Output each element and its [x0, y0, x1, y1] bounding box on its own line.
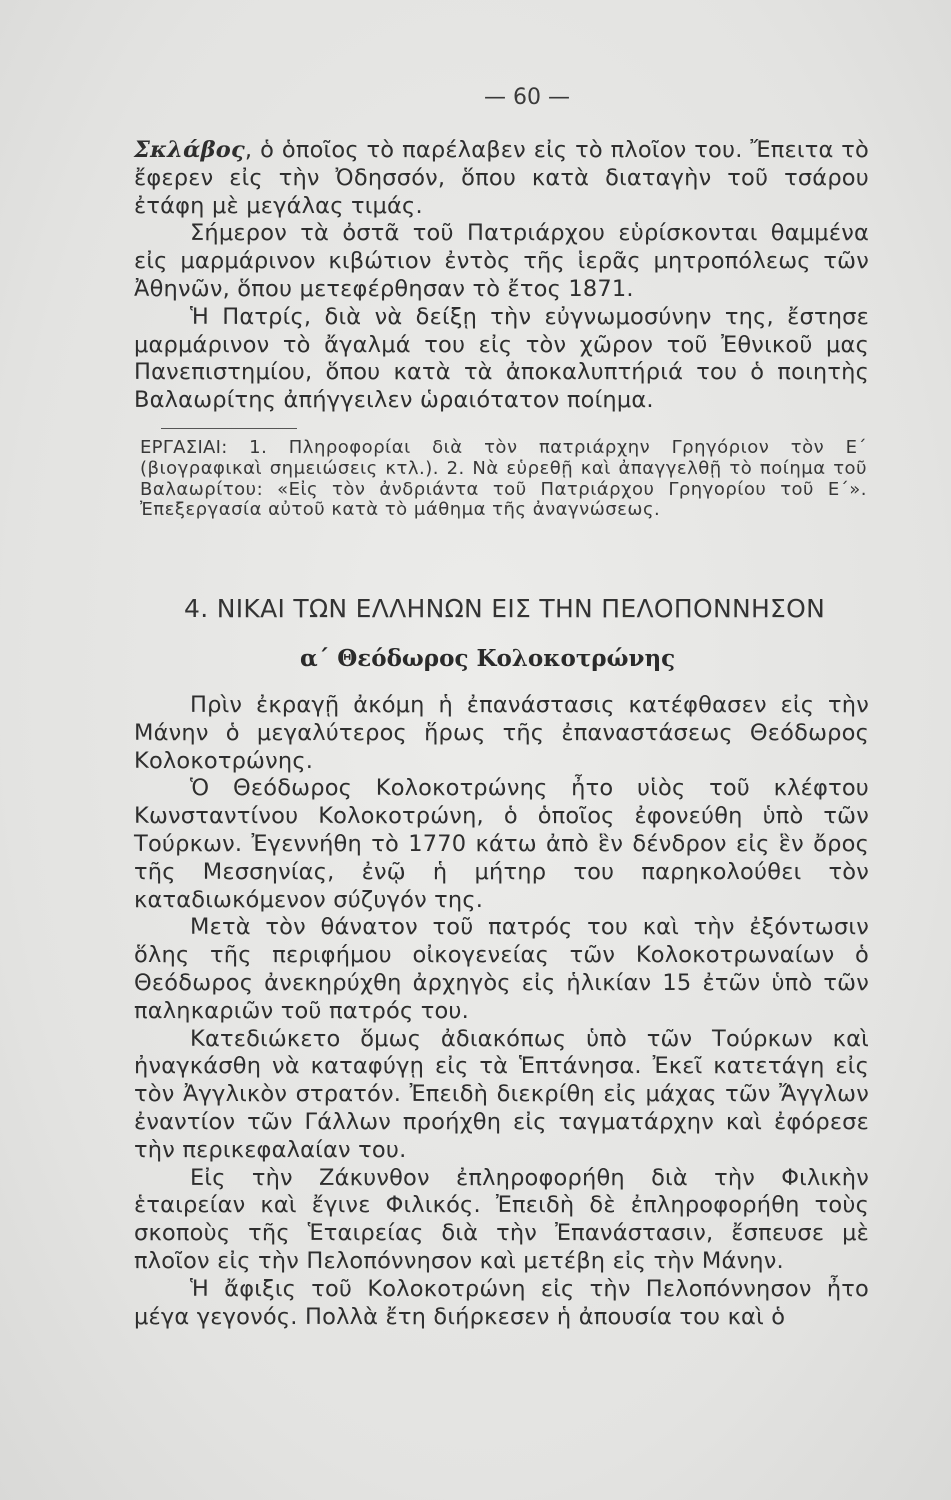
intro-lead-word: Σκλάβος: [134, 137, 245, 163]
exercises-block: [140, 438, 867, 521]
sub-heading: α΄ Θεόδωρος Κολοκοτρώνης: [300, 645, 676, 672]
exercises-text: 1. Πληροφορίαι διὰ τὸν πατριάρχην Γρηγόριον τὸν Ε΄ (βιογραφικαὶ σημειώσεις κτλ.). 2. Νὰ εὑρεθῇ καὶ ἀπαγγελθῇ τὸ ποίημα τοῦ Βαλαωρίτου: «Εἰς τὸν ἀνδριάντα τοῦ Πατριάρχου Γρηγορίου τοῦ Ε΄». Ἐπεξεργασία αὐτοῦ κατὰ τὸ μάθημα τῆς ἀναγνώσεως.: [140, 437, 867, 521]
paragraph: Πρὶν ἐκραγῇ ἀκόμη ἡ ἐπανάστασις κατέφθασεν εἰς τὴν Μάνην ὁ μεγαλύτερος ἥρως τῆς ἐπαναστάσεως Θεόδωρος Κολοκοτρώνης.: [134, 692, 869, 774]
divider-rule: [161, 428, 297, 429]
exercises-label: ΕΡΓΑΣΙΑΙ:: [140, 437, 228, 458]
paragraph: Μετὰ τὸν θάνατον τοῦ πατρός του καὶ τὴν ἐξόντωσιν ὅλης τῆς περιφήμου οἰκογενείας τῶν Κολοκοτρωναίων ὁ Θεόδωρος ἀνεκηρύχθη ἀρχηγὸς εἰς ἡλικίαν 15 ἐτῶν ὑπὸ τῶν παληκαριῶν τοῦ πατρός του.: [134, 914, 869, 1024]
paragraph: Εἰς τὴν Ζάκυνθον ἐπληροφορήθη διὰ τὴν Φιλικὴν ἑταιρείαν καὶ ἔγινε Φιλικός. Ἐπειδὴ δὲ ἐπληροφορήθη τοὺς σκοποὺς τῆς Ἑταιρείας διὰ τὴν Ἐπανάστασιν, ἔσπευσε μὲ πλοῖον εἰς τὴν Πελοπόννησον καὶ μετέβη εἰς τὴν Μάνην.: [134, 1164, 869, 1274]
intro-paragraph-1-text: , ὁ ὁποῖος τὸ παρέλαβεν εἰς τὸ πλοῖον του. Ἔπειτα τὸ ἔφερεν εἰς τὴν Ὀδησσόν, ὅπου κατὰ διαταγὴν τοῦ τσάρου ἐτάφη μὲ μεγάλας τιμάς.: [134, 137, 869, 219]
intro-paragraph-continued: [134, 137, 869, 220]
intro-paragraph-2: Σήμερον τὰ ὀστᾶ τοῦ Πατριάρχου εὑρίσκονται θαμμένα εἰς μαρμάρινον κιβώτιον ἐντὸς τῆς ἱερᾶς μητροπόλεως τῶν Ἀθηνῶν, ὅπου μετεφέρθησαν τὸ ἔτος 1871.: [134, 220, 869, 302]
intro-text: [134, 137, 869, 415]
section-heading: 4. ΝΙΚΑΙ ΤΩΝ ΕΛΛΗΝΩΝ ΕΙΣ ΤΗΝ ΠΕΛΟΠΟΝΝΗΣΟΝ: [184, 594, 826, 623]
paragraph: Κατεδιώκετο ὅμως ἀδιακόπως ὑπὸ τῶν Τούρκων καὶ ἠναγκάσθη νὰ καταφύγῃ εἰς τὰ Ἑπτάνησα. Ἐκεῖ κατετάγη εἰς τὸν Ἀγγλικὸν στρατόν. Ἐπειδὴ διεκρίθη εἰς μάχας τῶν Ἄγγλων ἐναντίον τῶν Γάλλων προήχθη εἰς ταγματάρχην καὶ ἐφόρεσε τὴν περικεφαλαίαν του.: [134, 1025, 869, 1163]
main-text: [134, 692, 869, 1331]
paragraph: Ὁ Θεόδωρος Κολοκοτρώνης ἦτο υἱὸς τοῦ κλέφτου Κωνσταντίνου Κολοκοτρώνη, ὁ ὁποῖος ἐφονεύθη ὑπὸ τῶν Τούρκων. Ἐγεννήθη τὸ 1770 κάτω ἀπὸ ἓν δένδρον εἰς ἓν ὄρος τῆς Μεσσηνίας, ἐνῷ ἡ μήτηρ του παρηκολούθει τὸν καταδιωκόμενον σύζυγόν της.: [134, 775, 869, 913]
paragraph: Ἡ ἄφιξις τοῦ Κολοκοτρώνη εἰς τὴν Πελοπόννησον ἦτο μέγα γεγονός. Πολλὰ ἔτη διήρκεσεν ἡ ἀπουσία του καὶ ὁ: [134, 1275, 869, 1330]
intro-paragraph-3: Ἡ Πατρίς, διὰ νὰ δείξῃ τὴν εὐγνωμοσύνην της, ἔστησε μαρμάρινον τὸ ἄγαλμά του εἰς τὸν χῶρον τοῦ Ἐθνικοῦ μας Πανεπιστημίου, ὅπου κατὰ τὰ ἀποκαλυπτήριά του ὁ ποιητὴς Βαλαωρίτης ἀπήγγειλεν ὡραιότατον ποίημα.: [134, 303, 869, 414]
page-number: — 60 —: [484, 85, 570, 110]
